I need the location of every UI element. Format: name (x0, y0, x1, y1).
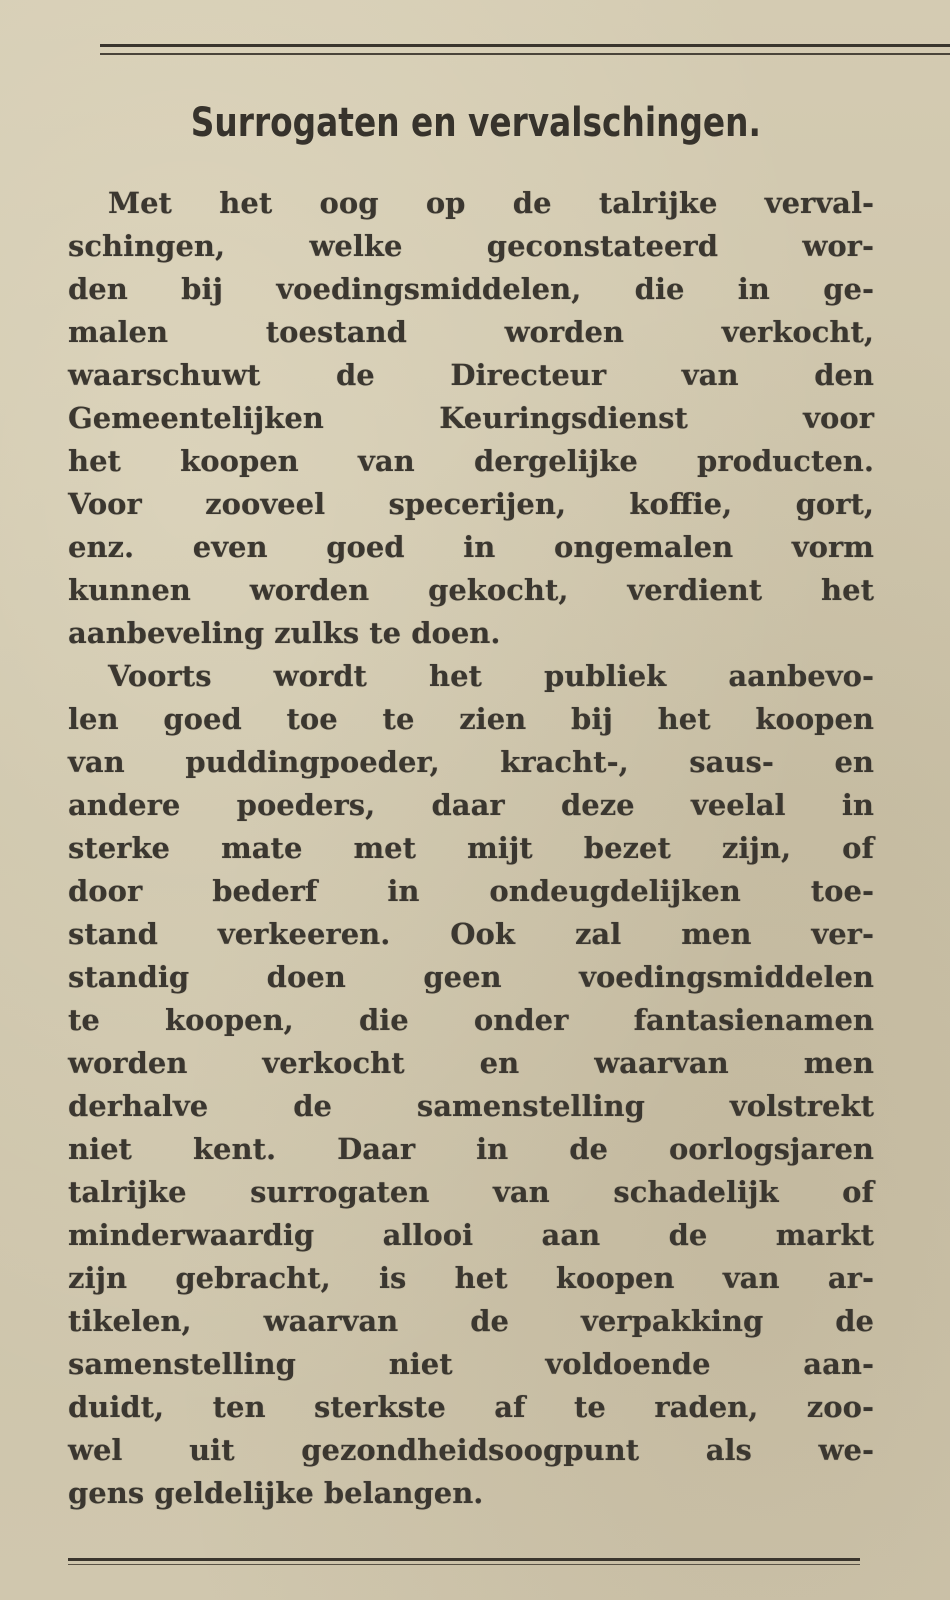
text-line: Voorts wordt het publiek aanbevo- (108, 659, 874, 693)
article-headline: Surrogaten en vervalschingen. (190, 100, 761, 146)
text-line: zijn gebracht, is het koopen van ar- (68, 1261, 874, 1295)
text-line: len goed toe te zien bij het koopen (68, 702, 874, 736)
text-line: derhalve de samenstelling volstrekt (68, 1089, 874, 1123)
text-line: het koopen van dergelijke producten. (68, 444, 874, 478)
text-line: malen toestand worden verkocht, (68, 315, 874, 349)
text-line: tikelen, waarvan de verpakking de (68, 1304, 874, 1338)
text-line: aanbeveling zulks te doen. (68, 616, 501, 650)
text-line: den bij voedingsmiddelen, die in ge- (68, 272, 874, 306)
text-line: minderwaardig allooi aan de markt (68, 1218, 874, 1252)
text-line: sterke mate met mijt bezet zijn, of (68, 831, 874, 865)
text-line: kunnen worden gekocht, verdient het (68, 573, 874, 607)
text-line: wel uit gezondheidsoogpunt als we- (68, 1433, 874, 1467)
article-body (68, 182, 874, 1515)
text-line: samenstelling niet voldoende aan- (68, 1347, 874, 1381)
text-line: Met het oog op de talrijke verval- (108, 186, 874, 220)
text-line: andere poeders, daar deze veelal in (68, 788, 874, 822)
text-line: stand verkeeren. Ook zal men ver- (68, 917, 874, 951)
paragraph-2 (68, 655, 874, 1515)
text-line: gens geldelijke belangen. (68, 1476, 484, 1510)
top-rule-thick-line (100, 44, 950, 47)
text-line: van puddingpoeder, kracht-, saus- en (68, 745, 874, 779)
text-line: waarschuwt de Directeur van den (68, 358, 874, 392)
text-line: Voor zooveel specerijen, koffie, gort, (68, 487, 874, 521)
text-line: Gemeentelijken Keuringsdienst voor (68, 401, 874, 435)
text-line: standig doen geen voedingsmiddelen (68, 960, 874, 994)
text-line: talrijke surrogaten van schadelijk of (68, 1175, 874, 1209)
paragraph-1 (68, 182, 874, 655)
text-line: enz. even goed in ongemalen vorm (68, 530, 874, 564)
bottom-rule-thick-line (68, 1558, 860, 1561)
top-rule-thin-line (100, 53, 950, 55)
text-line: duidt, ten sterkste af te raden, zoo- (68, 1390, 874, 1424)
text-line: te koopen, die onder fantasienamen (68, 1003, 874, 1037)
text-line: worden verkocht en waarvan men (68, 1046, 874, 1080)
text-line: schingen, welke geconstateerd wor- (68, 229, 874, 263)
bottom-rule-thin-line (68, 1564, 860, 1565)
text-line: niet kent. Daar in de oorlogsjaren (68, 1132, 874, 1166)
top-divider-rule (100, 44, 950, 60)
bottom-divider-rule (68, 1558, 860, 1566)
text-line: door bederf in ondeugdelijken toe- (68, 874, 874, 908)
